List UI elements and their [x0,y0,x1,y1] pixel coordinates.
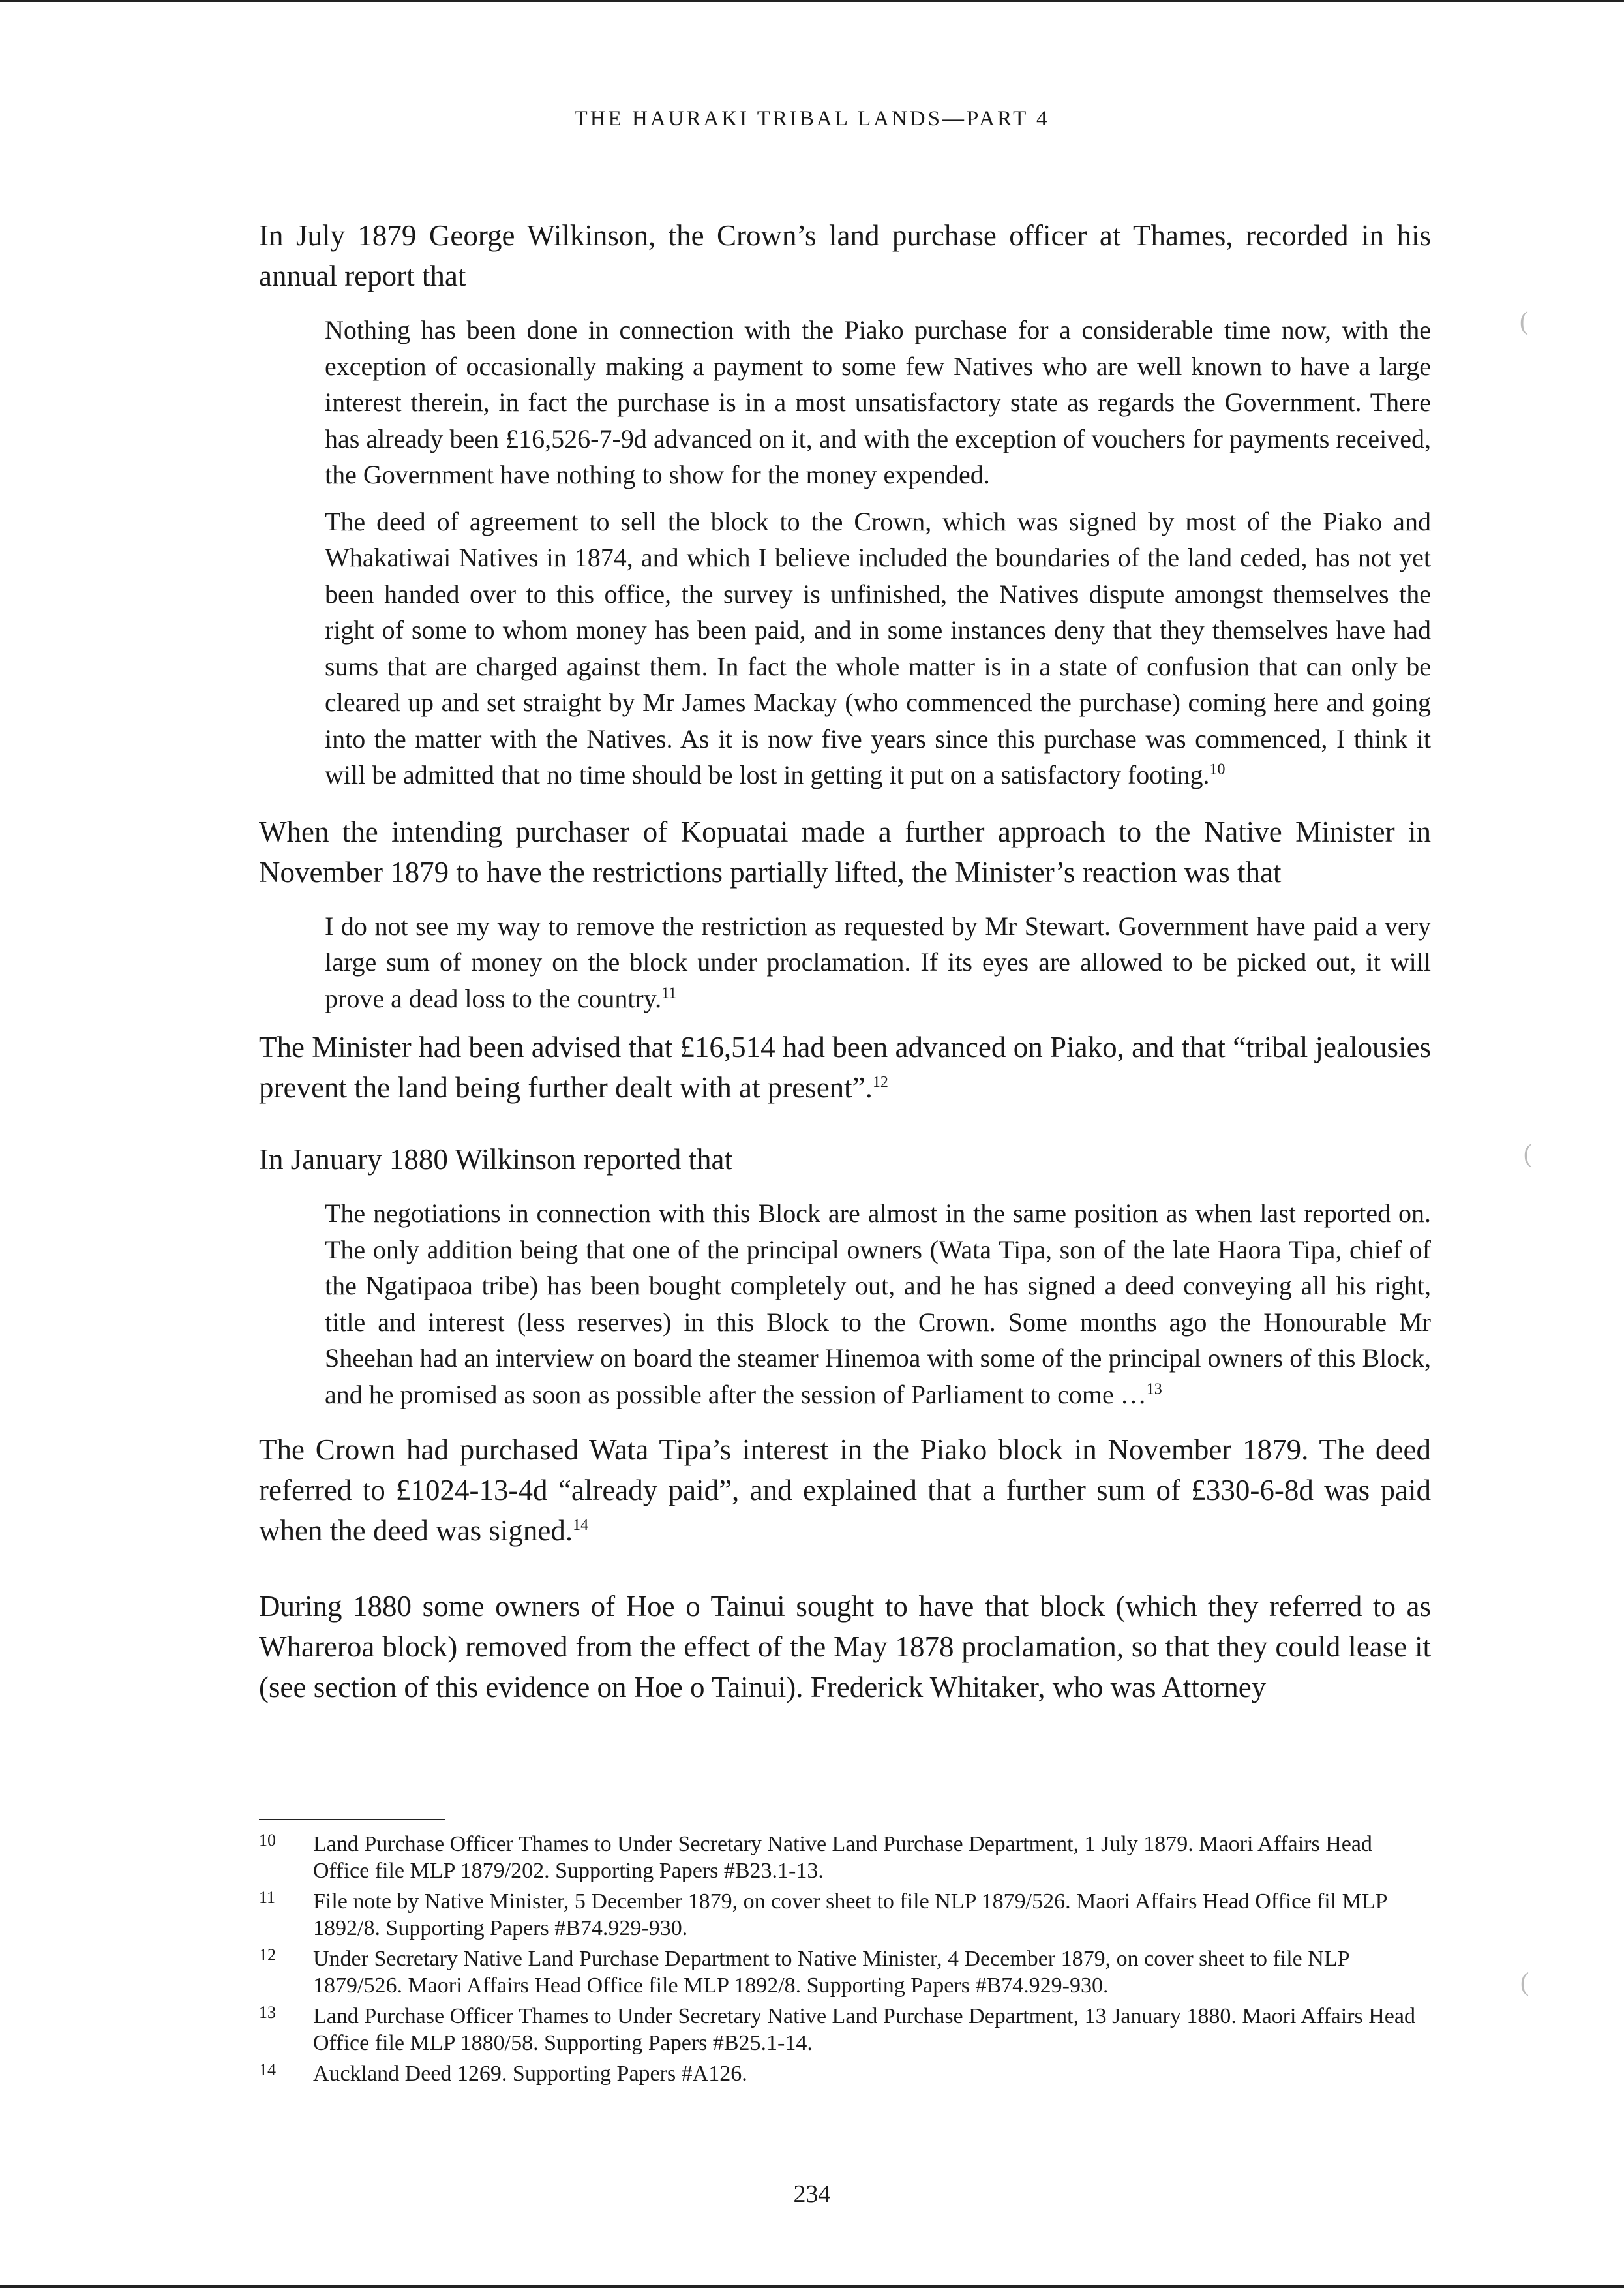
footnote-rule [259,1819,445,1820]
footnote-11 [259,1888,1433,1942]
block-quote-1b [325,504,1431,793]
body-paragraph-3 [259,1027,1431,1108]
block-quote-3-text: The negotiations in connection with this Block are almost in the same position as when last reported on. The only addition being that one of the principal owners (Wata Tipa, son of the late Haora Tipa, chief of the Ngatipaoa tribe) has been bought completely out, and he has signed a deed conveying all his right, title and interest (less reserves) in this Block to the Crown. Some months ago the Honourable Mr Sheehan had an interview on board the steamer Hinemoa with some of the principal owners of this Block, and he promised as soon as possible after the session of Parliament to come … [325,1198,1431,1409]
block-quote-1b-text: The deed of agreement to sell the block to the Crown, which was signed by most of the Piako and Whakatiwai Natives in 1874, and which I believe included the boundaries of the land ceded, has not yet been handed over to this office, the survey is unfinished, the Natives dispute amongst themselves the right of some to whom money has been paid, and in some instances deny that they themselves have had sums that are charged against them. In fact the whole matter is in a state of confusion that can only be cleared up and set straight by Mr James Mackay (who commenced the purchase) coming here and going into the matter with the Natives. As it is now five years since this purchase was commenced, I think it will be admitted that no time should be lost in getting it put on a satisfactory footing. [325,506,1431,789]
body-paragraph-6: During 1880 some owners of Hoe o Tainui sought to have that block (which they referred to as Whareroa block) removed from the effect of the May 1878 proclamation, so that they could lease it (see section of this evidence on Hoe o Tainui). Frederick Whitaker, who was Attorney [259,1590,1431,1703]
footnote-13 [259,2003,1433,2056]
footnote-text: Land Purchase Officer Thames to Under Secretary Native Land Purchase Department, 13 January 1880. Maori Affairs Head Office file MLP 1880/58. Supporting Papers #B25.1-14. [313,2004,1415,2055]
main-text [259,215,1431,1707]
footnote-text: Under Secretary Native Land Purchase Department to Native Minister, 4 December 1879, on cover sheet to file NLP 1879/526. Maori Affairs Head Office file MLP 1892/8. Supporting Papers #B74.929-930. [313,1947,1349,1998]
block-quote-2 [325,908,1431,1017]
footnote-number: 12 [259,1945,276,1964]
body-paragraph-4: In January 1880 Wilkinson reported that [259,1143,732,1176]
footnote-text: Auckland Deed 1269. Supporting Papers #A126. [313,2062,747,2086]
footnote-10 [259,1831,1433,1884]
footnote-text: File note by Native Minister, 5 December 1879, on cover sheet to file NLP 1879/526. Maori Affairs Head Office fil MLP 1892/8. Supporting Papers #B74.929-930. [313,1889,1387,1940]
footnote-12 [259,1945,1433,1999]
footnote-number: 10 [259,1831,276,1850]
body-paragraph-2: When the intending purchaser of Kopuatai made a further approach to the Native Minister in November 1879 to have the restrictions partially lifted, the Minister’s reaction was that [259,815,1431,889]
footnote-number: 13 [259,2003,276,2022]
page-border-top [0,0,1624,2]
footnote-ref-12: 12 [872,1074,888,1091]
page-number: 234 [793,2180,831,2208]
footnote-ref-13: 13 [1146,1380,1162,1398]
footnote-text: Land Purchase Officer Thames to Under Secretary Native Land Purchase Department, 1 July 1879. Maori Affairs Head Office file MLP 1879/202. Supporting Papers #B23.1-13. [313,1832,1372,1883]
body-paragraph-5 [259,1429,1431,1551]
footnote-ref-14: 14 [573,1517,589,1534]
footnotes [259,1831,1433,2091]
block-quote-2-text: I do not see my way to remove the restriction as requested by Mr Stewart. Government have paid a very large sum of money on the block under proclamation. If its eyes are allowed to be picked out, it will prove a dead loss to the country. [325,911,1431,1013]
footnote-ref-11: 11 [661,984,677,1002]
footnote-number: 11 [259,1888,276,1907]
block-quote-3 [325,1195,1431,1412]
body-paragraph-1: In July 1879 George Wilkinson, the Crown’s land purchase officer at Thames, recorded in his annual report that [259,219,1431,292]
body-paragraph-5-text: The Crown had purchased Wata Tipa’s interest in the Piako block in November 1879. The deed referred to £1024-13-4d “already paid”, and explained that a further sum of £330-6-8d was paid when the deed was signed. [259,1433,1431,1547]
margin-mark: ( [1520,1967,1529,1996]
running-head: THE HAURAKI TRIBAL LANDS—PART 4 [574,107,1050,130]
body-paragraph-3-text: The Minister had been advised that £16,514 had been advanced on Piako, and that “tribal jealousies prevent the land being further dealt with at present”. [259,1031,1431,1104]
footnote-ref-10: 10 [1209,761,1226,778]
page-border-bottom [0,2285,1624,2288]
margin-mark: ( [1524,1138,1533,1168]
block-quote-1a: Nothing has been done in connection with the Piako purchase for a considerable time now, with the exception of occasionally making a payment to some few Natives who are well known to have a large interest therein, in fact the purchase is in a most unsatisfactory state as regards the Government. There has already been £16,526-7-9d advanced on it, and with the exception of vouchers for payments received, the Government have nothing to show for the money expended. [325,315,1431,489]
footnote-number: 14 [259,2060,276,2079]
footnote-14 [259,2060,1433,2087]
margin-mark: ( [1520,306,1529,335]
